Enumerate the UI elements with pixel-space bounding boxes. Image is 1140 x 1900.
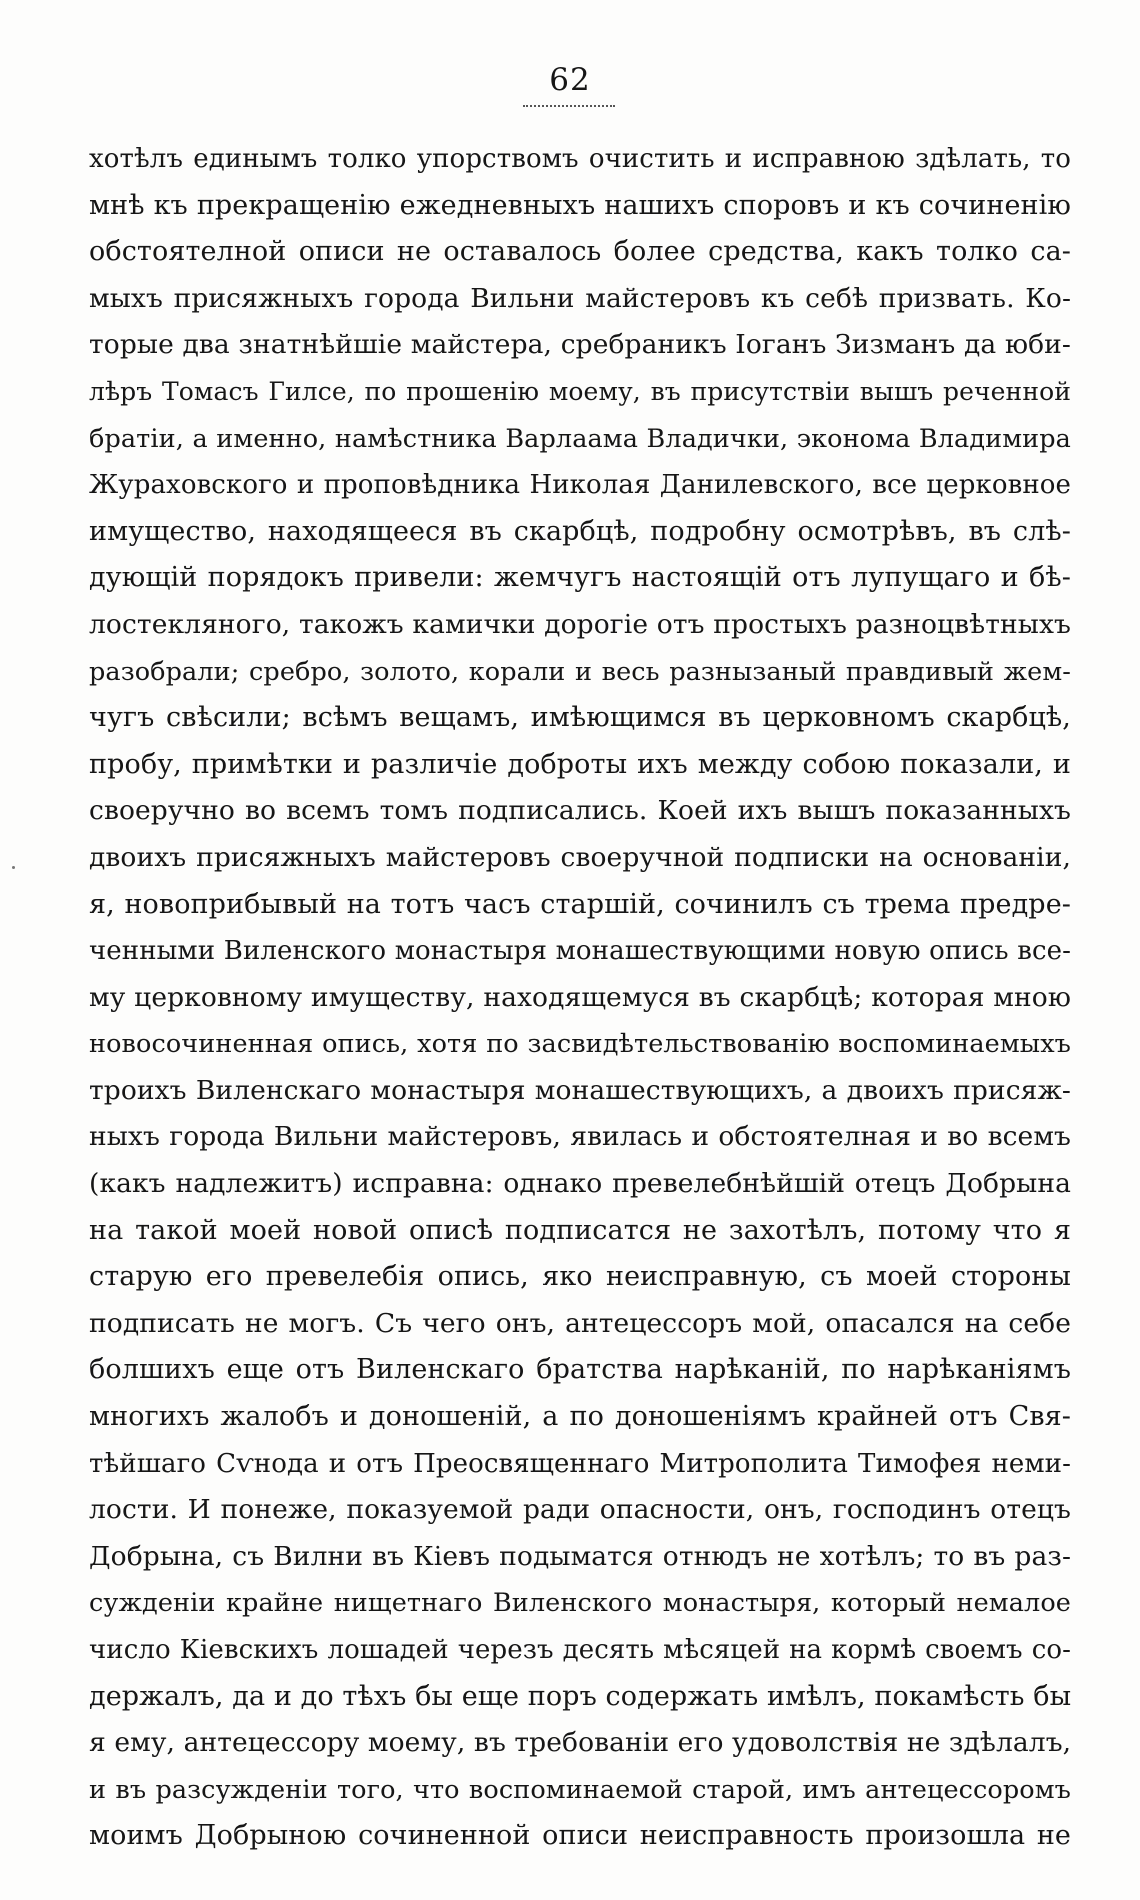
text-line: пробу, примѣтки и различіе доброты ихъ между собою показали, и	[89, 748, 1071, 780]
text-line: дующій порядокъ привели: жемчугъ настоящій отъ лупущаго и бѣ-	[89, 562, 1071, 594]
text-line: (какъ надлежитъ) исправна: однако превелебнѣйшій отецъ Добрына	[89, 1168, 1071, 1200]
body-text	[89, 136, 1071, 1860]
text-line: обстоятелной описи не оставалось более средства, какъ толко са-	[89, 236, 1071, 268]
text-line: сужденіи крайне нищетнаго Виленского монастыря, который немалое	[89, 1588, 1071, 1619]
page-number-rule	[523, 105, 615, 107]
scan-speck	[12, 866, 15, 869]
text-line: лости. И понеже, показуемой ради опасности, онъ, господинъ отецъ	[89, 1494, 1071, 1526]
text-line: моимъ Добрыною сочиненной описи неисправность произошла не	[89, 1820, 1071, 1852]
text-line: Жураховского и проповѣдника Николая Данилевского, все церковное	[89, 470, 1071, 501]
page-number: 62	[549, 62, 591, 98]
text-line: своеручно во всемъ томъ подписались. Коей ихъ вышъ показанныхъ	[89, 795, 1071, 827]
text-line: на такой моей новой описѣ подписатся не захотѣлъ, потому что я	[89, 1214, 1071, 1246]
text-line: троихъ Виленскаго монастыря монашествующихъ, а двоихъ присяж-	[89, 1074, 1071, 1106]
text-line: лѣръ Томасъ Гилсе, по прошенію моему, въ присутствіи вышъ реченной	[89, 376, 1071, 406]
text-line: тѣйшаго Сѵнода и отъ Преосвященнаго Митрополита Тимофея неми-	[89, 1448, 1071, 1479]
text-line: имущество, находящееся въ скарбцѣ, подробну осмотрѣвъ, въ слѣ-	[89, 515, 1071, 547]
text-line: мыхъ присяжныхъ города Вильни майстеровъ къ себѣ призвать. Ко-	[89, 282, 1071, 314]
text-line: число Кіевскихъ лошадей черезъ десять мѣсяцей на кормѣ своемъ со-	[89, 1635, 1071, 1665]
text-line: разобрали; сребро, золото, корали и весь разнызаный правдивый жем-	[89, 656, 1071, 687]
text-line: и въ разсужденіи того, что воспоминаемой старой, имъ антецессоромъ	[89, 1774, 1071, 1805]
text-line: ченными Виленского монастыря монашествующими новую опись все-	[89, 936, 1071, 967]
text-line: чугъ свѣсили; всѣмъ вещамъ, имѣющимся въ церковномъ скарбцѣ,	[89, 702, 1071, 734]
text-line: Добрына, съ Вилни въ Кіевъ подыматся отнюдъ не хотѣлъ; то въ раз-	[89, 1540, 1071, 1572]
text-line: новосочиненная опись, хотя по засвидѣтельствованію воспоминаемыхъ	[89, 1029, 1071, 1060]
text-line: я, новоприбывый на тотъ часъ старшій, сочинилъ съ трема предре-	[89, 888, 1071, 920]
text-line: братіи, а именно, намѣстника Варлаама Владички, эконома Владимира	[89, 423, 1071, 454]
text-line: торые два знатнѣйшіе майстера, сребраникъ Іоганъ Зизманъ да юби-	[89, 329, 1071, 361]
text-line: старую его превелебія опись, яко неисправную, съ моей стороны	[89, 1261, 1071, 1293]
text-line: лостекляного, такожъ камички дорогіе отъ простыхъ разноцвѣтныхъ	[89, 608, 1071, 640]
text-line: двоихъ присяжныхъ майстеровъ своеручной подписки на основаніи,	[89, 841, 1071, 873]
text-line: му церковному имуществу, находящемуся въ скарбцѣ; которая мною	[89, 981, 1071, 1013]
text-line: держалъ, да и до тѣхъ бы еще поръ содержать имѣлъ, покамѣсть бы	[89, 1680, 1072, 1712]
text-line: я ему, антецессору моему, въ требованіи его удоволствія не здѣлалъ,	[89, 1727, 1072, 1759]
text-line: многихъ жалобъ и доношеній, а по доношеніямъ крайней отъ Свя-	[89, 1401, 1071, 1433]
text-line: мнѣ къ прекращенію ежедневныхъ нашихъ споровъ и къ сочиненію	[89, 189, 1071, 221]
text-line: ныхъ города Вильни майстеровъ, явилась и обстоятелная и во всемъ	[89, 1121, 1071, 1153]
text-line: хотѣлъ единымъ толко упорствомъ очистить и исправною здѣлать, то	[89, 144, 1071, 174]
text-line: подписать не могъ. Съ чего онъ, антецессоръ мой, опасался на себе	[89, 1307, 1071, 1339]
text-line: болшихъ еще отъ Виленскаго братства нарѣканій, по нарѣканіямъ	[89, 1354, 1071, 1386]
